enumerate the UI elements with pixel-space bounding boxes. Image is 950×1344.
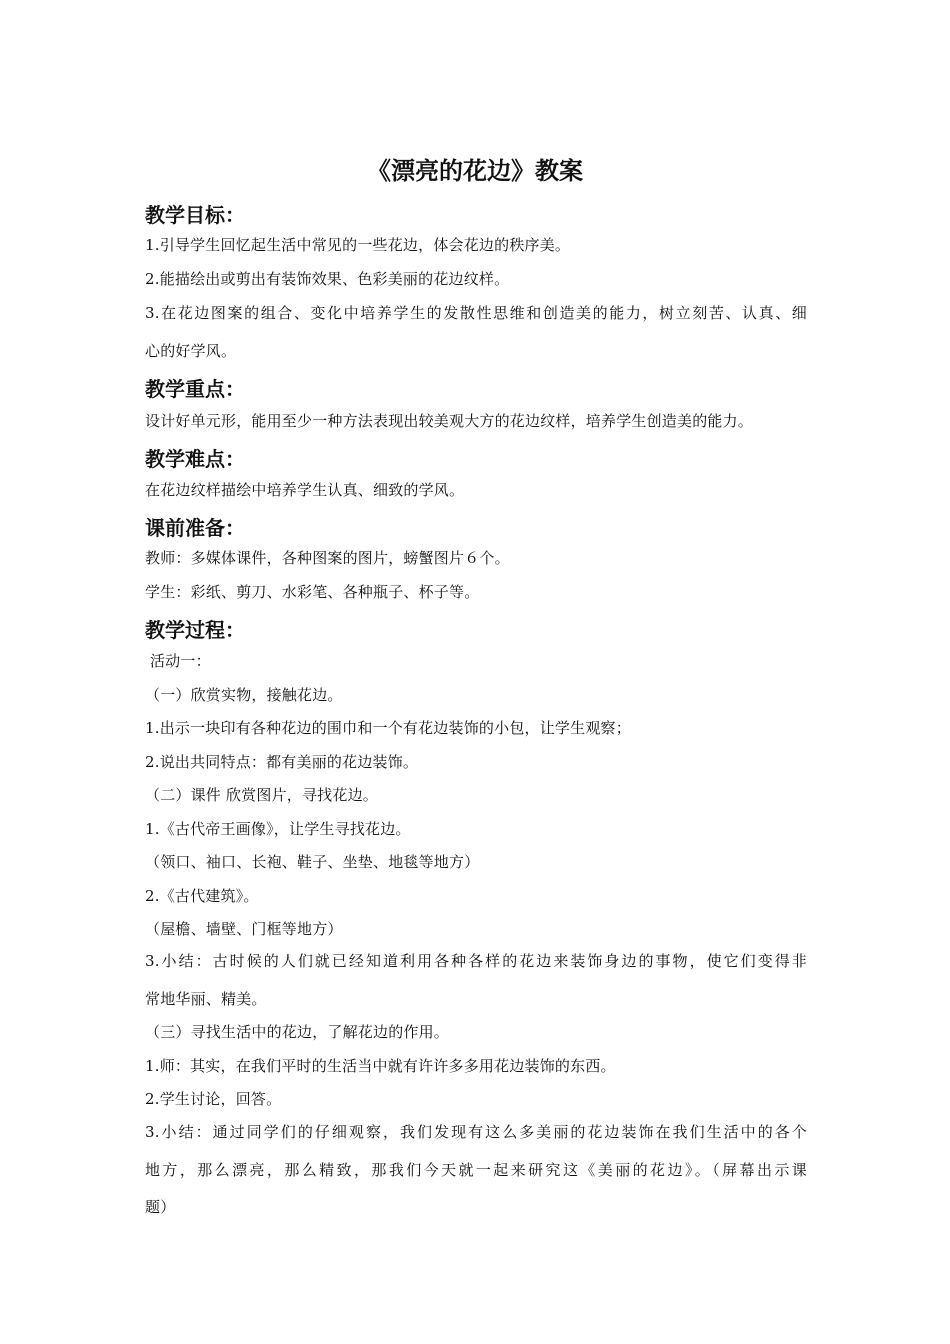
process-line-12: （三）寻找生活中的花边，了解花边的作用。 — [145, 1023, 450, 1041]
process-line-8: 2.《古代建筑》。 — [145, 887, 259, 905]
process-line-16: 地方，那么漂亮，那么精致，那我们今天就一起来研究这《美丽的花边》。（屏幕出示课 — [145, 1161, 807, 1179]
preparation-line-student: 学生：彩纸、剪刀、水彩笔、各种瓶子、杯子等。 — [145, 583, 480, 601]
process-line-1: 活动一： — [145, 652, 211, 670]
process-line-13: 1.师：其实，在我们平时的生活当中就有许许多多用花边装饰的东西。 — [145, 1057, 616, 1075]
key-points-line-1: 设计好单元形，能用至少一种方法表现出较美观大方的花边纹样，培养学生创造美的能力。 — [145, 412, 754, 430]
process-heading: 教学过程： — [145, 618, 245, 642]
objective-line-2: 2.能描绘出或剪出有装饰效果、色彩美丽的花边纹样。 — [145, 270, 510, 288]
process-line-14: 2.学生讨论，回答。 — [145, 1090, 282, 1108]
objective-line-4: 心的好学风。 — [145, 342, 237, 360]
process-line-2: （一）欣赏实物，接触花边。 — [145, 686, 343, 704]
difficulties-heading: 教学难点： — [145, 447, 245, 471]
process-line-5: （二）课件 欣赏图片，寻找花边。 — [145, 786, 378, 804]
key-points-heading: 教学重点： — [145, 377, 245, 401]
process-line-7: （领口、袖口、长袍、鞋子、坐垫、地毯等地方） — [145, 853, 480, 871]
preparation-line-teacher: 教师：多媒体课件，各种图案的图片，螃蟹图片６个。 — [145, 549, 510, 567]
document-title: 《漂亮的花边》教案 — [367, 157, 583, 185]
objective-line-3: 3.在花边图案的组合、变化中培养学生的发散性思维和创造美的能力，树立刻苦、认真、细 — [145, 304, 807, 322]
process-line-15: 3.小结：通过同学们的仔细观察，我们发现有这么多美丽的花边装饰在我们生活中的各个 — [145, 1123, 807, 1141]
preparation-heading: 课前准备： — [145, 516, 245, 540]
process-line-9: （屋檐、墙壁、门框等地方） — [145, 920, 343, 938]
process-line-10: 3.小结：古时候的人们就已经知道利用各种各样的花边来装饰身边的事物，使它们变得非 — [145, 952, 807, 970]
objectives-heading: 教学目标： — [145, 203, 245, 227]
process-line-4: 2.说出共同特点：都有美丽的花边装饰。 — [145, 753, 419, 771]
process-line-6: 1.《古代帝王画像》，让学生寻找花边。 — [145, 820, 411, 838]
objective-line-1: 1.引导学生回忆起生活中常见的一些花边，体会花边的秩序美。 — [145, 236, 571, 254]
process-line-3: 1.出示一块印有各种花边的围巾和一个有花边装饰的小包，让学生观察； — [145, 719, 631, 737]
difficulties-line-1: 在花边纹样描绘中培养学生认真、细致的学风。 — [145, 481, 465, 499]
process-line-11: 常地华丽、精美。 — [145, 990, 267, 1008]
process-line-17: 题） — [145, 1198, 176, 1216]
